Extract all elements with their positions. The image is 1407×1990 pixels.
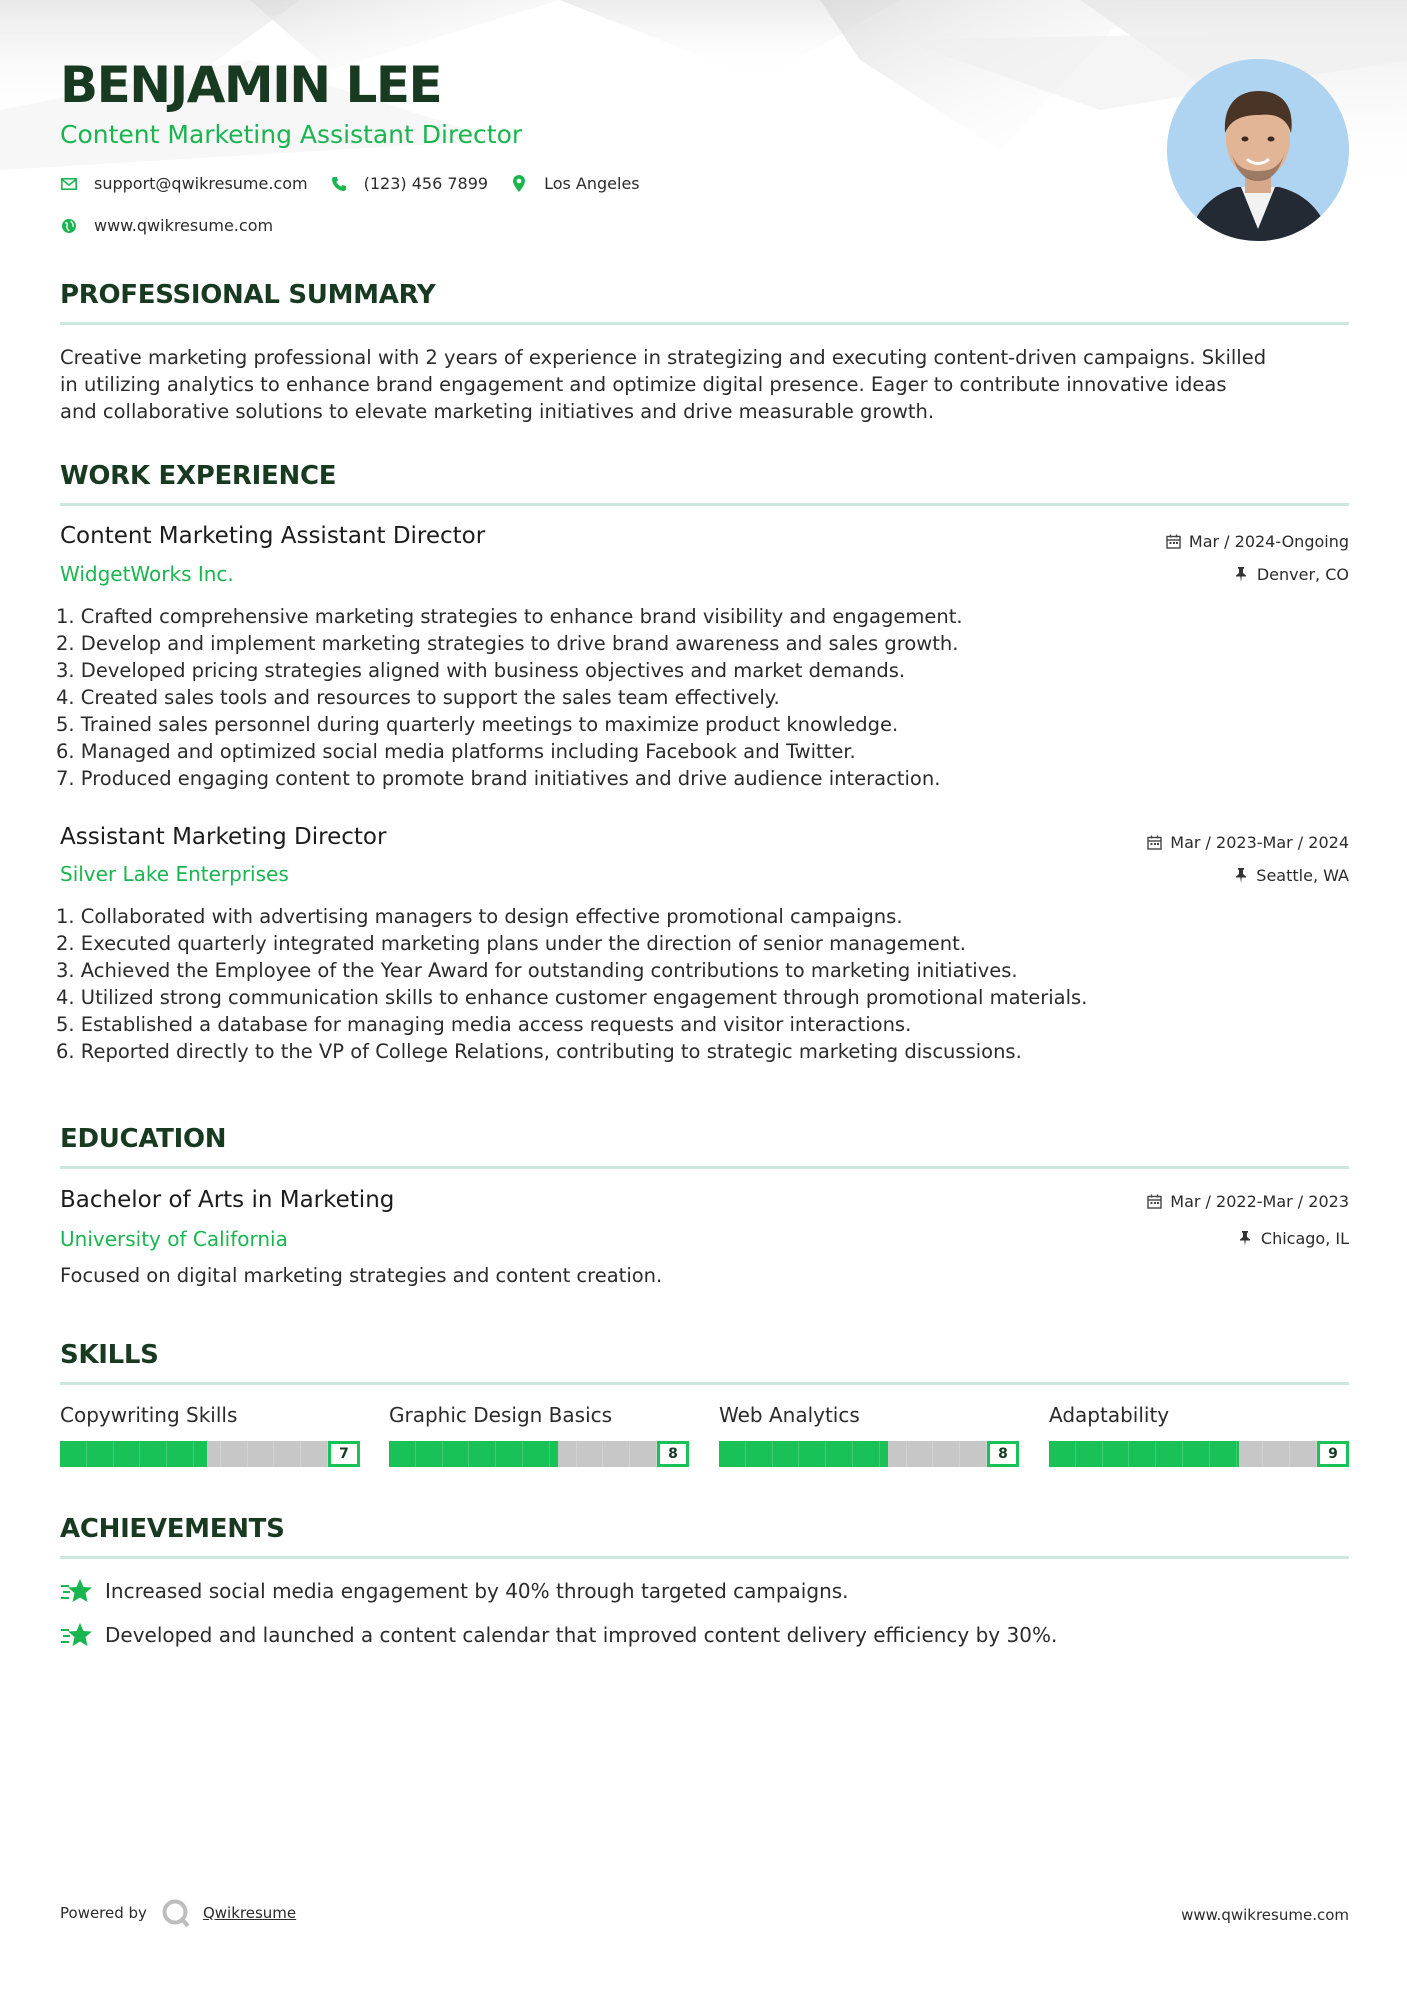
profile-photo	[1167, 59, 1349, 241]
location-text: Los Angeles	[544, 174, 640, 193]
list-item: 4. Created sales tools and resources to support the sales team effectively.	[56, 686, 780, 709]
skill-meter	[60, 1441, 360, 1467]
skill-score: 8	[987, 1441, 1019, 1467]
section-divider	[60, 503, 1349, 506]
powered-by-text: Powered by	[60, 1904, 147, 1922]
qwikresume-logo-icon	[161, 1898, 191, 1928]
skill-label: Adaptability	[1049, 1403, 1170, 1427]
globe-icon	[60, 217, 78, 235]
achievement-item	[60, 1621, 1057, 1649]
job-location	[1233, 866, 1349, 885]
section-title-summary: PROFESSIONAL SUMMARY	[60, 280, 436, 310]
job-company: Silver Lake Enterprises	[60, 862, 289, 886]
education-degree: Bachelor of Arts in Marketing	[60, 1187, 395, 1213]
section-title-achievements: ACHIEVEMENTS	[60, 1514, 285, 1544]
skill-meter	[389, 1441, 689, 1467]
summary-line: in utilizing analytics to enhance brand engagement and optimize digital presence. Eager to contribute innovative ideas	[60, 373, 1227, 396]
list-item: 7. Produced engaging content to promote brand initiatives and drive audience interaction.	[56, 767, 941, 790]
list-item: 1. Crafted comprehensive marketing strategies to enhance brand visibility and engagement.	[56, 605, 963, 628]
skill-meter	[1049, 1441, 1349, 1467]
skill-label: Web Analytics	[719, 1403, 860, 1427]
education-school: University of California	[60, 1227, 288, 1251]
list-item: 4. Utilized strong communication skills to enhance customer engagement through promotional materials.	[56, 986, 1088, 1009]
star-icon	[60, 1621, 92, 1649]
list-item: 1. Collaborated with advertising managers to design effective promotional campaigns.	[56, 905, 903, 928]
job-company: WidgetWorks Inc.	[60, 562, 234, 586]
qwikresume-link[interactable]: Qwikresume	[202, 1904, 297, 1922]
skill-score: 7	[328, 1441, 360, 1467]
calendar-icon	[1147, 835, 1162, 850]
skill-track	[719, 1441, 987, 1467]
email-text: support@qwikresume.com	[94, 174, 308, 193]
contact-row-primary	[60, 174, 662, 193]
job-dates	[1166, 532, 1349, 551]
contact-email[interactable]	[60, 174, 308, 193]
skill-label: Copywriting Skills	[60, 1403, 238, 1427]
job-responsibilities	[56, 603, 1346, 792]
list-item: 5. Established a database for managing media access requests and visitor interactions.	[56, 1013, 912, 1036]
skill-track	[1049, 1441, 1317, 1467]
avatar	[1167, 59, 1349, 241]
education-location	[1238, 1229, 1349, 1248]
education-dates-text: Mar / 2022-Mar / 2023	[1170, 1192, 1349, 1211]
contact-website[interactable]	[60, 216, 273, 235]
map-pin-icon	[510, 175, 528, 193]
job-dates-text: Mar / 2023-Mar / 2024	[1170, 833, 1349, 852]
section-title-skills: SKILLS	[60, 1340, 159, 1370]
section-title-experience: WORK EXPERIENCE	[60, 461, 337, 491]
phone-icon	[330, 175, 348, 193]
section-title-education: EDUCATION	[60, 1124, 227, 1154]
job-responsibilities	[56, 903, 1346, 1065]
calendar-icon	[1147, 1194, 1162, 1209]
skill-label: Graphic Design Basics	[389, 1403, 613, 1427]
education-dates	[1147, 1192, 1349, 1211]
list-item: 6. Managed and optimized social media platforms including Facebook and Twitter.	[56, 740, 856, 763]
candidate-name: BENJAMIN LEE	[60, 56, 442, 114]
star-icon	[60, 1577, 92, 1605]
skill-meter	[719, 1441, 1019, 1467]
contact-location	[510, 174, 640, 193]
job-role: Assistant Marketing Director	[60, 824, 387, 850]
section-divider	[60, 1166, 1349, 1169]
footer-website[interactable]: www.qwikresume.com	[1181, 1906, 1349, 1924]
achievement-text: Developed and launched a content calendar that improved content delivery efficiency by 30%.	[105, 1623, 1058, 1647]
list-item: 2. Develop and implement marketing strategies to drive brand awareness and sales growth.	[56, 632, 959, 655]
list-item: 6. Reported directly to the VP of College Relations, contributing to strategic marketing discussions.	[56, 1040, 1022, 1063]
list-item: 3. Achieved the Employee of the Year Award for outstanding contributions to marketing initiatives.	[56, 959, 1018, 982]
job-role: Content Marketing Assistant Director	[60, 523, 486, 549]
achievement-text: Increased social media engagement by 40% through targeted campaigns.	[105, 1579, 849, 1603]
envelope-icon	[60, 175, 78, 193]
job-dates-text: Mar / 2024-Ongoing	[1188, 532, 1349, 551]
section-divider	[60, 322, 1349, 325]
summary-line: Creative marketing professional with 2 years of experience in strategizing and executing content-driven campaigns. Skilled	[60, 346, 1267, 369]
summary-text	[60, 344, 1350, 425]
summary-line: and collaborative solutions to elevate marketing initiatives and drive measurable growth.	[60, 400, 935, 423]
job-location	[1234, 565, 1349, 584]
footer-branding	[60, 1898, 296, 1928]
contact-row-secondary	[60, 216, 295, 235]
section-divider	[60, 1382, 1349, 1385]
skill-score: 8	[657, 1441, 689, 1467]
calendar-icon	[1166, 534, 1181, 549]
skill-track	[389, 1441, 657, 1467]
contact-phone[interactable]	[330, 174, 488, 193]
section-divider	[60, 1556, 1349, 1559]
achievement-item	[60, 1577, 849, 1605]
list-item: 2. Executed quarterly integrated marketing plans under the direction of senior management.	[56, 932, 966, 955]
pushpin-icon	[1233, 868, 1248, 883]
pushpin-icon	[1234, 567, 1249, 582]
job-location-text: Seattle, WA	[1256, 866, 1349, 885]
website-text: www.qwikresume.com	[94, 216, 274, 235]
skill-score: 9	[1317, 1441, 1349, 1467]
job-dates	[1147, 833, 1349, 852]
pushpin-icon	[1238, 1231, 1253, 1246]
job-location-text: Denver, CO	[1256, 565, 1349, 584]
list-item: 3. Developed pricing strategies aligned with business objectives and market demands.	[56, 659, 906, 682]
education-description: Focused on digital marketing strategies and content creation.	[60, 1264, 663, 1287]
skill-track	[60, 1441, 328, 1467]
candidate-title: Content Marketing Assistant Director	[60, 120, 523, 149]
education-location-text: Chicago, IL	[1260, 1229, 1349, 1248]
list-item: 5. Trained sales personnel during quarterly meetings to maximize product knowledge.	[56, 713, 899, 736]
phone-text: (123) 456 7899	[363, 174, 489, 193]
